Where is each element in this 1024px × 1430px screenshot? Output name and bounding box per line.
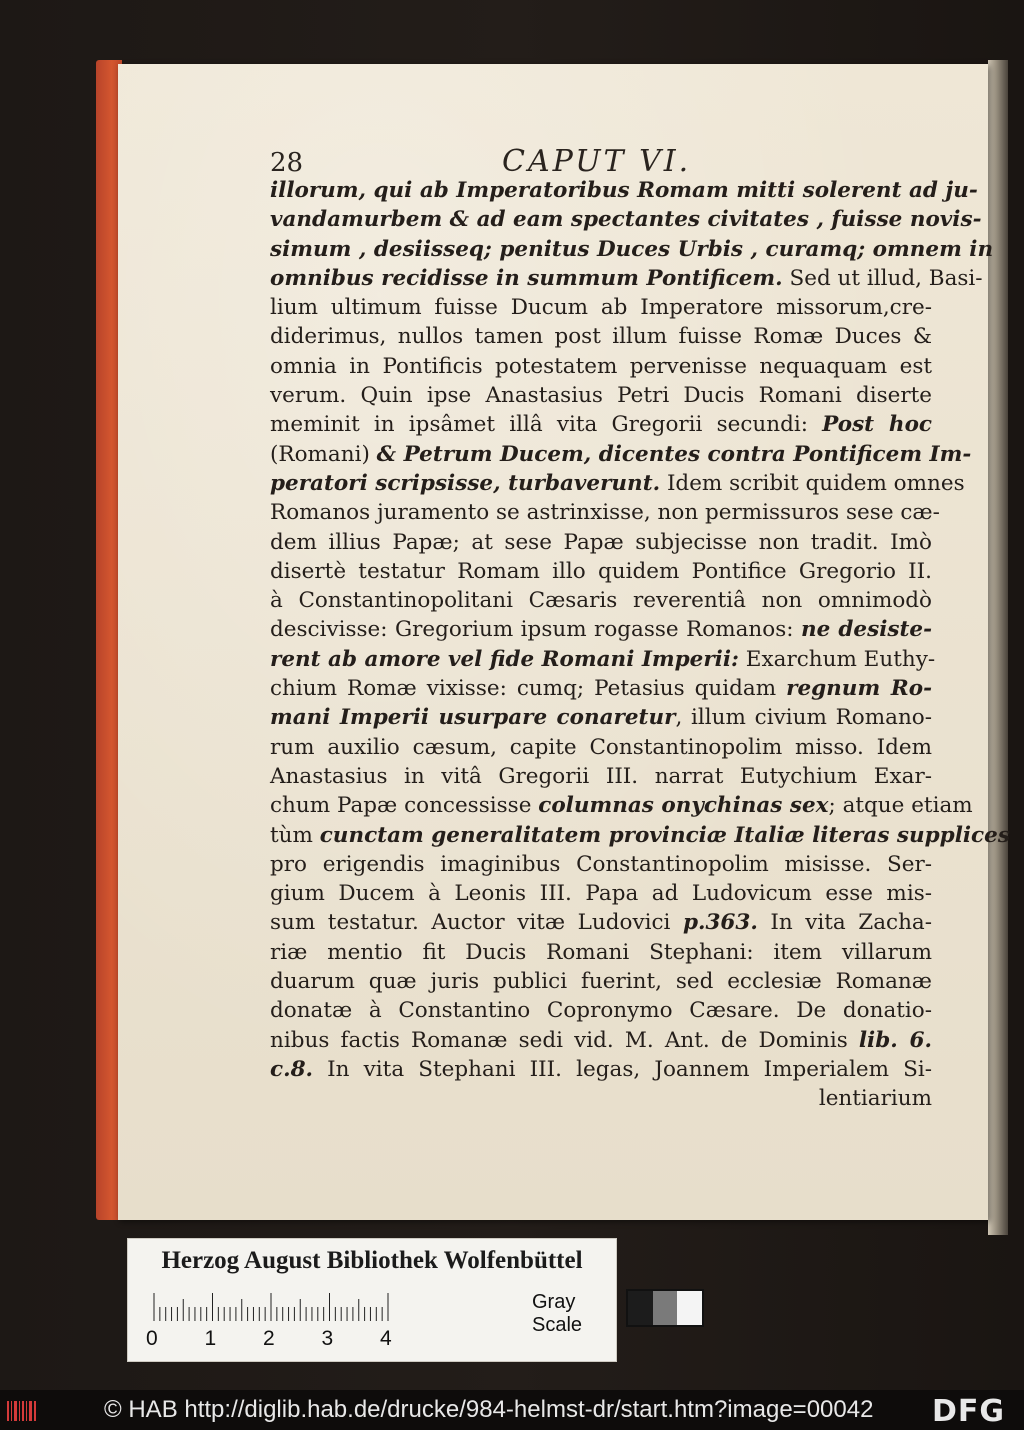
text-run: verum. Quin ipse Anastasius Petri Ducis Romani diserte <box>270 383 932 409</box>
text-run: Post hoc <box>822 412 932 438</box>
text-run: cunctam generalitatem provinciæ Italiæ literas supplices <box>319 822 1010 848</box>
text-line <box>270 645 936 674</box>
text-run: Romanos juramento se astrinxisse, non permissuros sese cæ- <box>270 500 940 526</box>
catchword: lentiarium <box>818 1086 932 1112</box>
text-line <box>270 703 932 732</box>
text-run: c.8. <box>270 1056 314 1082</box>
text-run: & Petrum Ducem, dicentes contra Pontificem Im- <box>376 441 972 467</box>
text-line <box>270 557 932 586</box>
text-line <box>270 674 932 703</box>
page-number: 28 <box>270 148 304 178</box>
ruler-labels <box>142 1327 402 1353</box>
ruler-label: 1 <box>204 1327 217 1350</box>
text-line <box>270 469 965 498</box>
text-line <box>270 821 1010 850</box>
text-run: lium ultimum fuisse Ducum ab Imperatore missorum,cre- <box>270 295 932 321</box>
text-run: simum , desiisseq; penitus Duces Urbis , curamq; omnem in <box>270 236 994 262</box>
text-line <box>270 410 932 439</box>
text-line <box>270 791 973 820</box>
text-line <box>270 440 972 469</box>
text-line <box>270 1026 932 1055</box>
text-run: , illum civium Romano- <box>675 705 932 731</box>
text-run: vandamurbem & ad eam spectantes civitates , fuisse novis- <box>270 207 982 233</box>
text-line <box>270 908 932 937</box>
text-line <box>270 264 983 293</box>
text-run: columnas onychinas sex <box>538 793 829 819</box>
text-run: diderimus, nullos tamen post illum fuisse Romæ Duces & <box>270 324 932 350</box>
text-run: illorum, qui ab Imperatoribus Romam mitti solerent ad ju- <box>270 178 978 203</box>
text-run: à Constantinopolitani Cæsaris reverentiâ non omnimodò <box>270 588 932 614</box>
text-line <box>270 996 932 1025</box>
text-run: ne desiste- <box>800 617 933 643</box>
text-run: omnia in Pontificis potestatem pervenisse nequaquam est <box>270 353 932 379</box>
text-run: sum testatur. Auctor vitæ Ludovici <box>270 910 683 936</box>
gray-swatch <box>653 1291 678 1325</box>
text-line <box>270 1055 932 1084</box>
text-run: duarum quæ juris publici fuerint, sed ecclesiæ Romanæ <box>270 969 932 995</box>
text-run: rent ab amore vel fide Romani Imperii: <box>270 646 739 672</box>
text-line <box>270 205 982 234</box>
body-text <box>270 176 1010 1114</box>
text-line <box>270 322 932 351</box>
text-run: tùm <box>270 822 320 848</box>
text-line <box>270 733 932 762</box>
text-run: Sed ut illud, Basi- <box>782 265 983 291</box>
text-run: Anastasius in vitâ Gregorii III. narrat Eutychium Exar- <box>270 763 932 789</box>
dfg-logo: DFG <box>932 1394 1006 1429</box>
text-line <box>270 850 932 879</box>
text-line <box>270 498 940 527</box>
text-run: omnibus recidisse in summum Pontificem. <box>270 265 783 291</box>
text-run: chum Papæ concessisse <box>270 793 539 819</box>
text-run: Idem scribit quidem omnes <box>660 470 965 496</box>
text-run: mani Imperii usurpare conaretur <box>270 705 676 731</box>
ruler-label: 4 <box>380 1327 392 1350</box>
text-run: meminit in ipsâmet illâ vita Gregorii secundi: <box>270 412 823 438</box>
viewer-footer <box>0 1390 1024 1430</box>
text-run: rum auxilio cæsum, capite Constantinopolim misso. Idem <box>270 734 932 760</box>
ruler-label: 0 <box>146 1327 158 1350</box>
text-run: Exarchum Euthy- <box>738 646 936 672</box>
text-line <box>270 381 932 410</box>
text-line <box>270 528 932 557</box>
text-line <box>270 879 932 908</box>
text-line <box>270 762 932 791</box>
text-run: In vita Stephani III. legas, Joannem Imperialem Si- <box>313 1056 932 1082</box>
text-line <box>270 352 932 381</box>
gray-scale-label: Gray Scale <box>532 1291 583 1336</box>
text-line <box>270 293 932 322</box>
text-run: riæ mentio fit Ducis Romani Stephani: item villarum <box>270 939 932 965</box>
source-url[interactable]: © HAB http://diglib.hab.de/drucke/984-helmst-dr/start.htm?image=00042 <box>104 1396 874 1423</box>
text-run: descivisse: Gregorium ipsum rogasse Romanos: <box>270 617 801 643</box>
color-scale-card <box>127 1238 617 1362</box>
text-line <box>270 235 994 264</box>
text-run: nibus factis Romanæ sedi vid. M. Ant. de Dominis <box>270 1027 859 1053</box>
text-run: peratori scripsisse, turbaverunt. <box>270 470 661 496</box>
text-run: donatæ à Constantino Copronymo Cæsare. De donatio- <box>270 998 932 1024</box>
text-run: gium Ducem à Leonis III. Papa ad Ludovicum esse mis- <box>270 881 932 907</box>
gray-swatch <box>628 1291 653 1325</box>
gray-scale-swatches <box>626 1289 704 1327</box>
text-run: lib. 6. <box>858 1027 932 1053</box>
text-run: (Romani) <box>270 441 377 467</box>
text-run: p.363. <box>682 910 758 936</box>
text-line <box>270 615 932 644</box>
text-run: In vita Zacha- <box>757 910 932 936</box>
text-run: chium Romæ vixisse: cumq; Petasius quidam <box>270 676 787 702</box>
library-name: Herzog August Bibliothek Wolfenbüttel <box>161 1247 583 1274</box>
text-run: disertè testatur Romam illo quidem Pontifice Gregorio II. <box>270 558 932 584</box>
text-run: ; atque etiam <box>828 793 973 819</box>
gray-swatch <box>677 1291 702 1325</box>
text-line <box>270 586 932 615</box>
running-title: CAPUT VI. <box>502 144 692 179</box>
ruler-label: 3 <box>321 1327 334 1350</box>
ruler-ticks <box>152 1293 392 1321</box>
text-run: pro erigendis imaginibus Constantinopolim misisse. Ser- <box>270 851 932 877</box>
text-run: regnum Ro- <box>786 676 932 702</box>
text-run: dem illius Papæ; at sese Papæ subjecisse non tradit. Imò <box>270 529 932 555</box>
barcode-icon <box>6 1398 40 1424</box>
text-line <box>270 176 978 205</box>
text-line <box>270 938 932 967</box>
text-line <box>270 967 932 996</box>
ruler-label: 2 <box>263 1327 275 1350</box>
